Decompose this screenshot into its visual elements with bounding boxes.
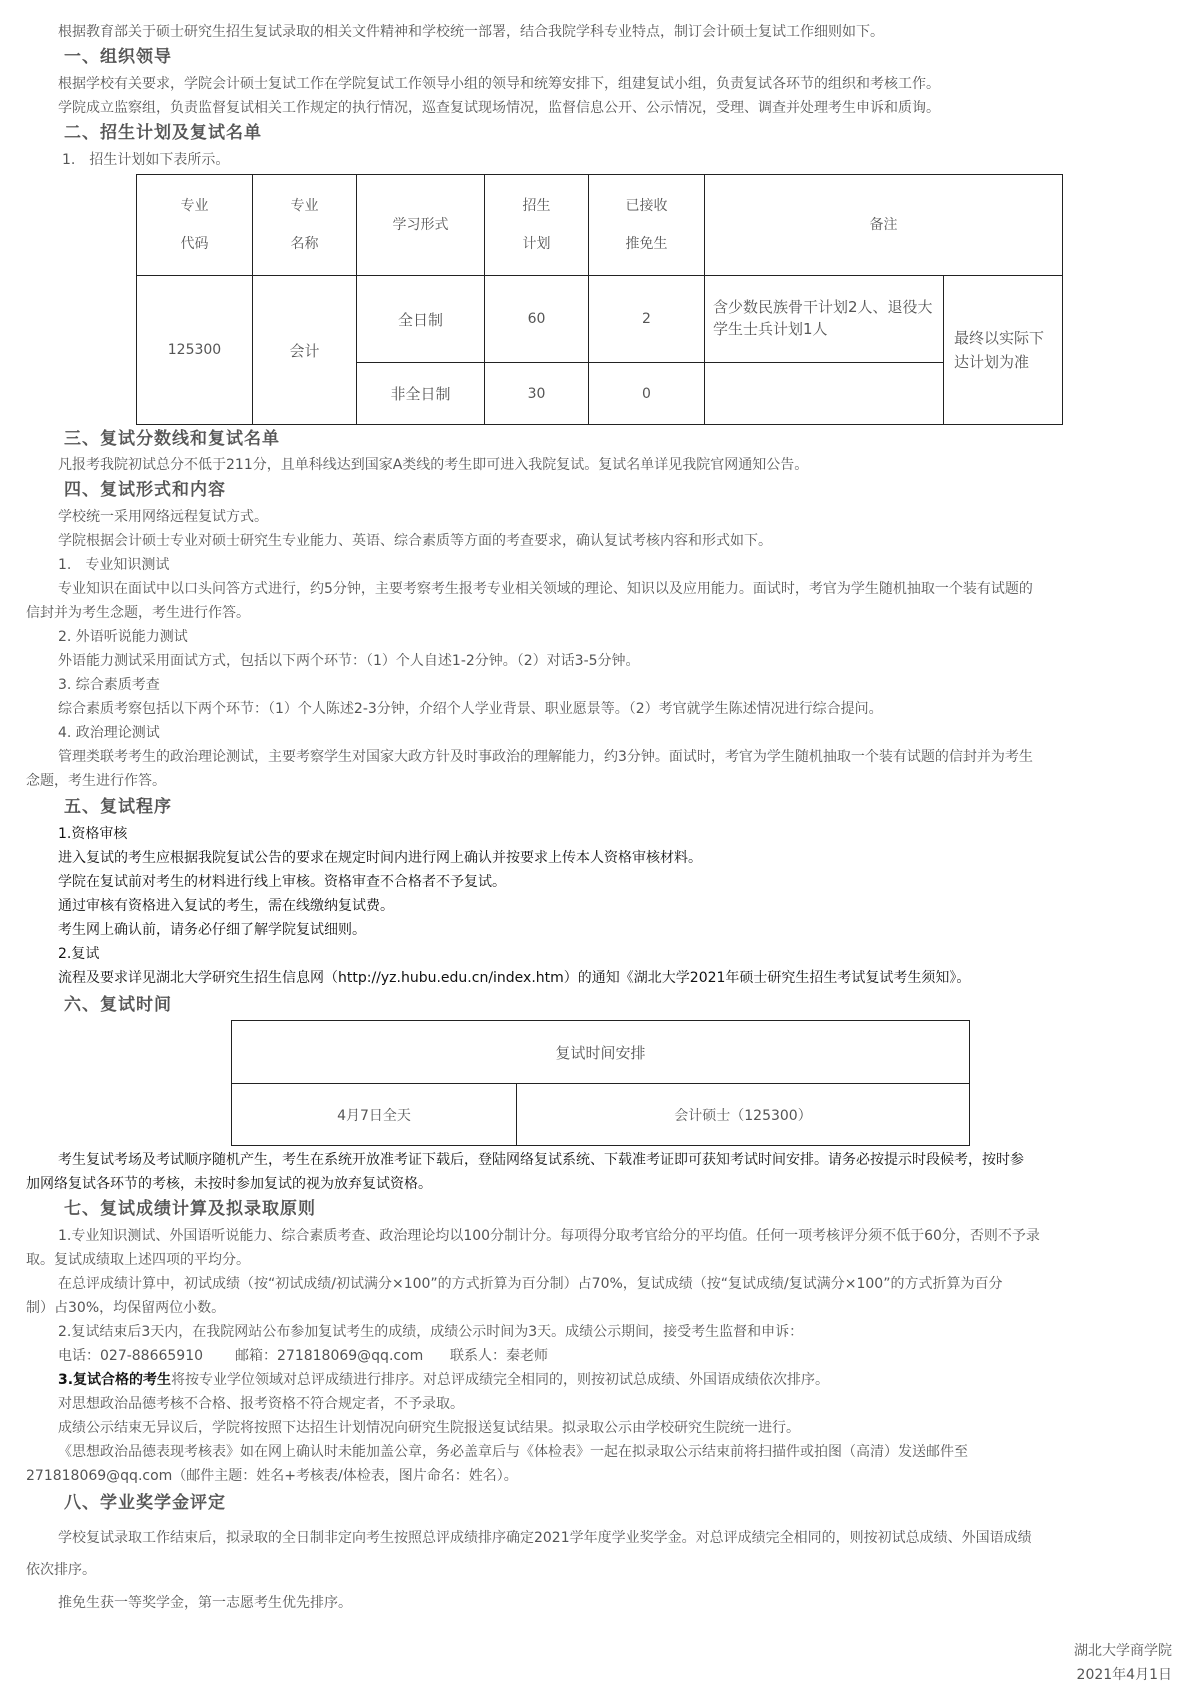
section-3-paragraph: 凡报考我院初试总分不低于211分，且单科线达到国家A类线的考生即可进入我院复试。复试名单详见我院官网通知公告。 <box>58 457 809 473</box>
table-row <box>137 276 1063 363</box>
section-7-paragraph: 2.复试结束后3天内，在我院网站公布参加复试考生的成绩，成绩公示时间为3天。成绩公示期间，接受考生监督和申诉： <box>58 1324 804 1340</box>
header-text: 专业 <box>180 198 209 214</box>
signature-date: 2021年4月1日 <box>1076 1667 1172 1683</box>
section-7-paragraph: 《思想政治品德表现考核表》如在网上确认时未能加盖公章，务必盖章后与《体检表》一起在拟录取公示结束前将扫描件或拍图（高清）发送邮件至 <box>58 1444 968 1460</box>
header-text: 推免生 <box>625 236 668 252</box>
schedule-table <box>231 1020 970 1146</box>
section-5-paragraph: 通过审核有资格进入复试的考生，需在线缴纳复试费。 <box>58 898 394 914</box>
header-text: 招生 <box>522 198 551 214</box>
section-6-paragraph: 加网络复试各环节的考核，未按时参加复试的视为放弃复试资格。 <box>26 1176 432 1192</box>
header-text: 计划 <box>522 236 551 252</box>
section-7-paragraph: 对思想政治品德考核不合格、报考资格不符合规定者，不予录取。 <box>58 1396 464 1412</box>
subsection-title: 4. 政治理论测试 <box>58 725 160 741</box>
signature-org: 湖北大学商学院 <box>1074 1643 1172 1659</box>
table-row <box>232 1084 970 1146</box>
cell-major-code: 125300 <box>137 276 253 425</box>
header-text: 已接收 <box>625 198 668 214</box>
schedule-program: 会计硕士（125300） <box>517 1084 970 1146</box>
cell-plan: 30 <box>485 363 589 425</box>
section-8-paragraph: 学校复试录取工作结束后，拟录取的全日制非定向考生按照总评成绩排序确定2021学年度学业奖学金。对总评成绩完全相同的，则按初试总成绩、外国语成绩 <box>58 1530 1032 1546</box>
qualified-candidates-label: 3.复试合格的考生 <box>58 1372 172 1388</box>
intro-paragraph: 根据教育部关于硕士研究生招生复试录取的相关文件精神和学校统一部署，结合我院学科专业特点，制订会计硕士复试工作细则如下。 <box>58 24 884 40</box>
cell-study-mode: 全日制 <box>357 276 485 363</box>
section-7-paragraph: 在总评成绩计算中，初试成绩（按“初试成绩/初试满分×100”的方式折算为百分制）占70%，复试成绩（按“复试成绩/复试满分×100”的方式折算为百分 <box>58 1276 1003 1292</box>
section-8-paragraph: 依次排序。 <box>26 1562 96 1578</box>
header-major-name <box>253 175 357 276</box>
section-4-paragraph: 念题，考生进行作答。 <box>26 773 166 789</box>
section-4-paragraph: 学院根据会计硕士专业对硕士研究生专业能力、英语、综合素质等方面的考查要求，确认复试考核内容和形式如下。 <box>58 533 772 549</box>
cell-final-remark: 最终以实际下达计划为准 <box>944 276 1063 425</box>
section-1-heading: 一、组织领导 <box>64 47 172 67</box>
section-4-paragraph: 信封并为考生念题，考生进行作答。 <box>26 605 250 621</box>
subsection-title: 1.资格审核 <box>58 826 128 842</box>
header-text: 专业 <box>290 198 319 214</box>
paragraph-text: 将按专业学位领域对总评成绩进行排序。对总评成绩完全相同的，则按初试总成绩、外国语成绩依次排序。 <box>171 1372 830 1388</box>
section-4-paragraph: 专业知识在面试中以口头问答方式进行，约5分钟，主要考察考生报考专业相关领域的理论、知识以及应用能力。面试时，考官为学生随机抽取一个装有试题的 <box>58 581 1033 597</box>
section-6-paragraph: 考生复试考场及考试顺序随机产生，考生在系统开放准考证下载后，登陆网络复试系统、下载准考证即可获知考试时间安排。请务必按提示时段候考，按时参 <box>58 1152 1024 1168</box>
cell-major-name: 会计 <box>253 276 357 425</box>
section-6-heading: 六、复试时间 <box>64 995 172 1015</box>
section-2-paragraph: 1. 招生计划如下表所示。 <box>62 152 230 168</box>
section-3-heading: 三、复试分数线和复试名单 <box>64 429 280 449</box>
contact-phone: 电话：027-88665910 <box>58 1348 204 1364</box>
subsection-title: 2.复试 <box>58 946 100 962</box>
cell-remark: 含少数民族骨干计划2人、退役大学生士兵计划1人 <box>705 276 944 363</box>
schedule-date: 4月7日全天 <box>232 1084 517 1146</box>
header-major-code <box>137 175 253 276</box>
schedule-header: 复试时间安排 <box>232 1021 970 1084</box>
section-7-paragraph: 271818069@qq.com（邮件主题：姓名+考核表/体检表，图片命名：姓名）。 <box>26 1468 518 1484</box>
section-2-heading: 二、招生计划及复试名单 <box>64 123 262 143</box>
enrollment-plan-table <box>136 174 1063 425</box>
section-5-paragraph: 流程及要求详见湖北大学研究生招生信息网（http://yz.hubu.edu.cn/index.htm）的通知《湖北大学2021年硕士研究生招生考试复试考生须知》。 <box>58 970 971 986</box>
section-7-paragraph: 成绩公示结束无异议后，学院将按照下达招生计划情况向研究生院报送复试结果。拟录取公示由学校研究生院统一进行。 <box>58 1420 800 1436</box>
section-8-paragraph: 推免生获一等奖学金，第一志愿考生优先排序。 <box>58 1595 352 1611</box>
section-7-paragraph: 1.专业知识测试、外国语听说能力、综合素质考查、政治理论均以100分制计分。每项得分取考官给分的平均值。任何一项考核评分须不低于60分，否则不予录 <box>58 1228 1040 1244</box>
header-study-mode: 学习形式 <box>357 175 485 276</box>
header-plan <box>485 175 589 276</box>
section-4-heading: 四、复试形式和内容 <box>64 480 226 500</box>
section-5-paragraph: 学院在复试前对考生的材料进行线上审核。资格审查不合格者不予复试。 <box>58 874 506 890</box>
section-7-heading: 七、复试成绩计算及拟录取原则 <box>64 1199 316 1219</box>
section-4-paragraph: 综合素质考察包括以下两个环节：（1）个人陈述2-3分钟，介绍个人学业背景、职业愿景等。（2）考官就学生陈述情况进行综合提问。 <box>58 701 883 717</box>
table-header-row <box>137 175 1063 276</box>
cell-study-mode: 非全日制 <box>357 363 485 425</box>
section-5-paragraph: 进入复试的考生应根据我院复试公告的要求在规定时间内进行网上确认并按要求上传本人资格审核材料。 <box>58 850 702 866</box>
table-header-row <box>232 1021 970 1084</box>
header-text: 代码 <box>180 236 209 252</box>
subsection-title: 1. 专业知识测试 <box>58 557 170 573</box>
section-5-heading: 五、复试程序 <box>64 797 172 817</box>
section-7-paragraph <box>58 1370 829 1390</box>
section-7-paragraph: 取。复试成绩取上述四项的平均分。 <box>26 1252 250 1268</box>
subsection-title: 3. 综合素质考查 <box>58 677 160 693</box>
contact-person: 联系人：秦老师 <box>450 1348 548 1364</box>
cell-exempt: 0 <box>589 363 705 425</box>
section-4-paragraph: 学校统一采用网络远程复试方式。 <box>58 509 268 525</box>
contact-email[interactable]: 邮箱：271818069@qq.com <box>235 1348 424 1364</box>
section-1-paragraph: 学院成立监察组，负责监督复试相关工作规定的执行情况，巡查复试现场情况，监督信息公开、公示情况，受理、调查并处理考生申诉和质询。 <box>58 100 940 116</box>
section-4-paragraph: 管理类联考考生的政治理论测试，主要考察学生对国家大政方针及时事政治的理解能力，约3分钟。面试时，考官为学生随机抽取一个装有试题的信封并为考生 <box>58 749 1033 765</box>
section-8-heading: 八、学业奖学金评定 <box>64 1493 226 1513</box>
subsection-title: 2. 外语听说能力测试 <box>58 629 188 645</box>
cell-remark <box>705 363 944 425</box>
section-5-paragraph: 考生网上确认前，请务必仔细了解学院复试细则。 <box>58 922 366 938</box>
header-text: 名称 <box>290 236 319 252</box>
section-1-paragraph: 根据学校有关要求，学院会计硕士复试工作在学院复试工作领导小组的领导和统筹安排下，组建复试小组，负责复试各环节的组织和考核工作。 <box>58 76 940 92</box>
section-7-paragraph: 制）占30%，均保留两位小数。 <box>26 1300 226 1316</box>
cell-plan: 60 <box>485 276 589 363</box>
cell-exempt: 2 <box>589 276 705 363</box>
header-remark: 备注 <box>705 175 1063 276</box>
section-4-paragraph: 外语能力测试采用面试方式，包括以下两个环节：（1）个人自述1-2分钟。（2）对话3-5分钟。 <box>58 653 640 669</box>
header-exempt <box>589 175 705 276</box>
